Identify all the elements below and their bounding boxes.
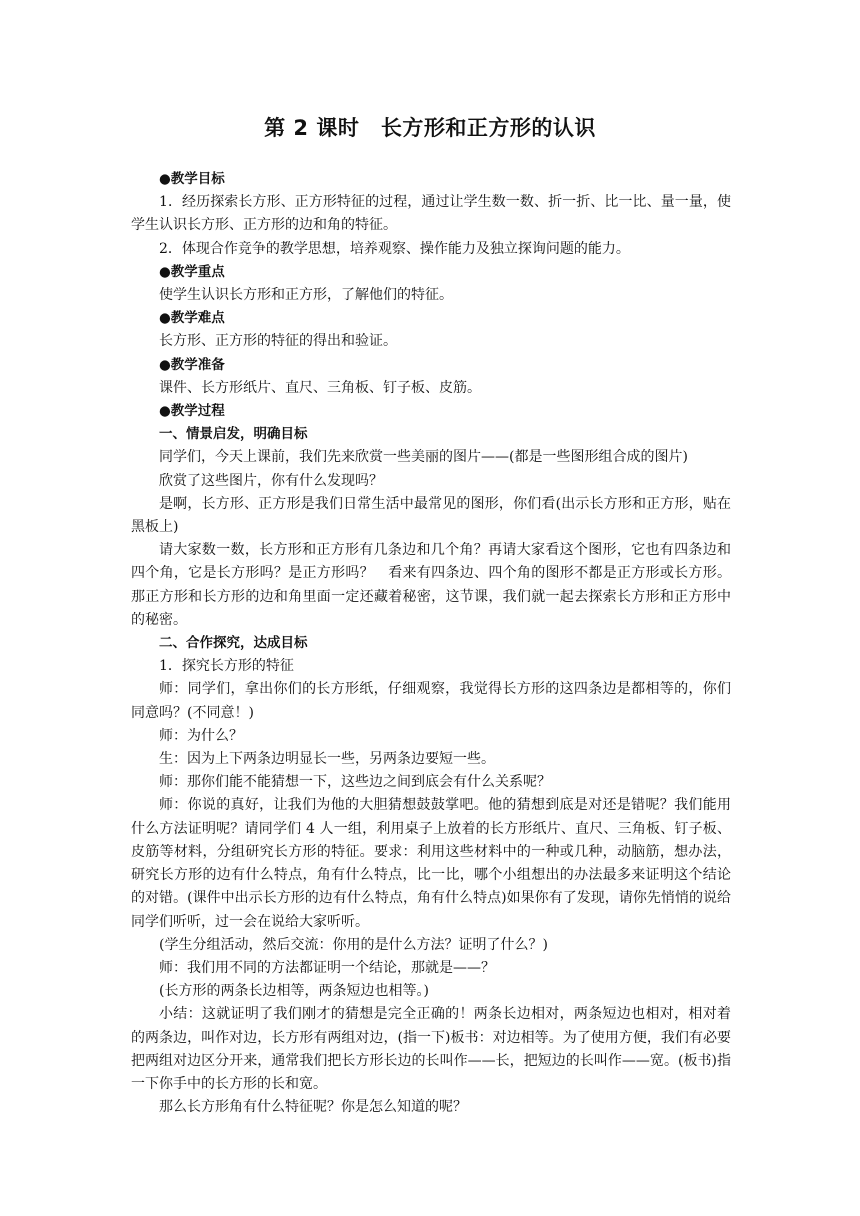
paragraph: 师：那你们能不能猜想一下，这些边之间到底会有什么关系呢？ xyxy=(159,774,551,791)
paragraph: 请大家数一数，长方形和正方形有几条边和几个角？再请大家看这个图形，它也有四条边和四个角，它是长方形吗？是正方形吗？ 看来有四条边、四个角的图形不都是正方形或长方形。那正方形和长方形的边和角里面一定还藏着秘密，这节课，我们就一起去探索长方形和正方形中的秘密。 xyxy=(131,542,731,628)
paragraph: 同学们，今天上课前，我们先来欣赏一些美丽的图片——(都是一些图形组合成的图片) xyxy=(159,449,688,466)
paragraph: (学生分组活动，然后交流：你用的是什么方法？证明了什么？) xyxy=(159,936,548,953)
section-heading: ●教学重点 xyxy=(159,263,225,280)
section-heading: 一、情景启发，明确目标 xyxy=(159,426,308,443)
paragraph: 师：同学们，拿出你们的长方形纸，仔细观察，我觉得长方形的这四条边是都相等的，你们同意吗？(不同意！) xyxy=(131,681,731,721)
paragraph: 是啊，长方形、正方形是我们日常生活中最常见的图形，你们看(出示长方形和正方形，贴在黑板上) xyxy=(131,495,731,536)
paragraph: 课件、长方形纸片、直尺、三角板、钉子板、皮筋。 xyxy=(159,379,481,396)
lesson-body xyxy=(131,168,731,1119)
paragraph: 生：因为上下两条边明显长一些，另两条边要短一些。 xyxy=(159,751,495,768)
paragraph: 那么长方形角有什么特征呢？你是怎么知道的呢？ xyxy=(159,1099,467,1116)
section-heading: ●教学难点 xyxy=(159,310,225,327)
paragraph: 欣赏了这些图片，你有什么发现吗？ xyxy=(159,472,383,489)
section-heading: ●教学准备 xyxy=(159,356,225,373)
paragraph: 小结：这就证明了我们刚才的猜想是完全正确的！两条长边相对，两条短边也相对，相对着的两条边，叫作对边，长方形有两组对边，(指一下)板书：对边相等。为了使用方便，我们有必要把两组对边区分开来，通常我们把长方形长边的长叫作——长，把短边的长叫作——宽。(板书)指一下你手中的长方形的长和宽。 xyxy=(131,1006,731,1092)
paragraph: 师：你说的真好，让我们为他的大胆猜想鼓鼓掌吧。他的猜想到底是对还是错呢？我们能用什么方法证明呢？请同学们 4 人一组，利用桌子上放着的长方形纸片、直尺、三角板、钉子板、皮筋等材料，分组研究长方形的特征。要求：利用这些材料中的一种或几种，动脑筋，想办法，研究长方形的边有什么特点，角有什么特点，比一比，哪个小组想出的办法最多来证明这个结论的对错。(课件中出示长方形的边有什么特点，角有什么特点)如果你有了发现，请你先悄悄的说给同学们听听，过一会在说给大家听听。 xyxy=(131,797,731,930)
paragraph: 师：我们用不同的方法都证明一个结论，那就是——？ xyxy=(159,959,495,976)
paragraph: 使学生认识长方形和正方形，了解他们的特征。 xyxy=(159,287,453,304)
paragraph: 1．探究长方形的特征 xyxy=(159,658,294,675)
section-heading: 二、合作探究，达成目标 xyxy=(159,635,308,652)
section-heading: ●教学目标 xyxy=(159,171,225,187)
paragraph: 长方形、正方形的特征的得出和验证。 xyxy=(159,333,397,350)
paragraph: 师：为什么？ xyxy=(159,727,243,744)
paragraph: 2．体现合作竞争的教学思想，培养观察、操作能力及独立探询问题的能力。 xyxy=(159,240,630,257)
section-heading: ●教学过程 xyxy=(159,403,225,420)
page-title: 第 2 课时 长方形和正方形的认识 xyxy=(264,116,596,140)
paragraph: (长方形的两条长边相等，两条短边也相等。) xyxy=(159,983,429,1000)
paragraph: 1．经历探索长方形、正方形特征的过程，通过让学生数一数、折一折、比一比、量一量，使学生认识长方形、正方形的边和角的特征。 xyxy=(131,194,731,234)
